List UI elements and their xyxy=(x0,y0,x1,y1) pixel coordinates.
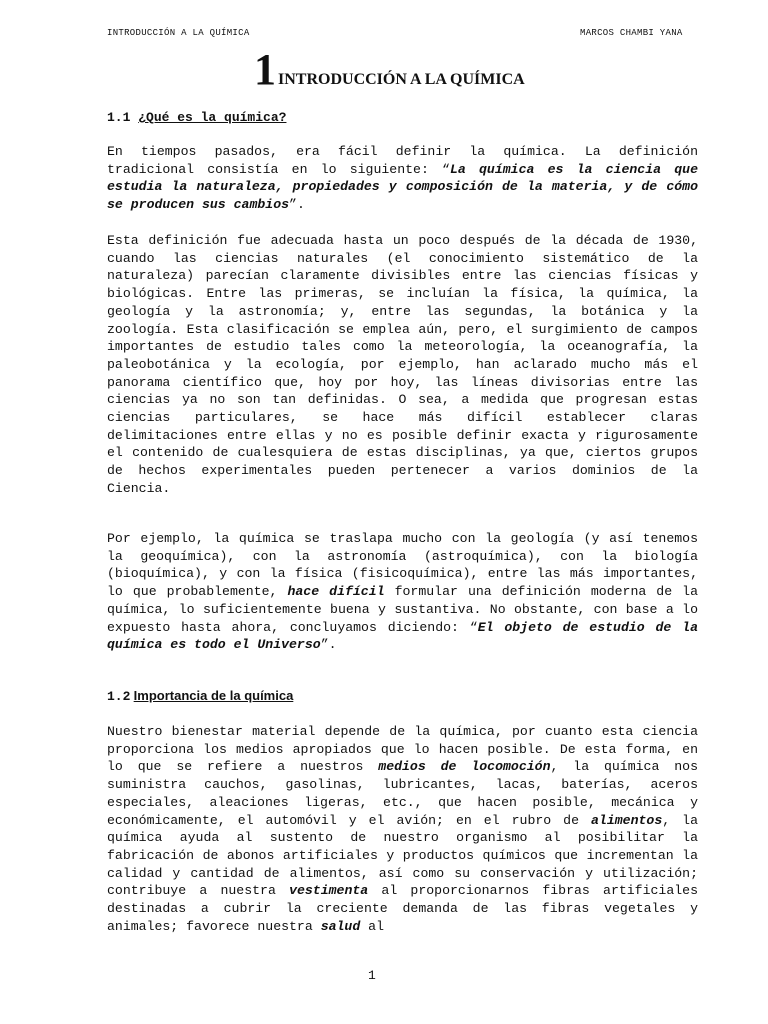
emphasis-definition: La química es la ciencia que estudia la naturaleza, propiedades y composición de la materia, y de cómo se producen sus cambios xyxy=(107,161,698,213)
emphasis-locomocion: medios de locomoción xyxy=(378,759,551,775)
text-run: Por ejemplo, la química se traslapa mucho con la geología (y así tenemos la geoquímica), con la astronomía (astroquímica), con la biología (bioquímica), y con la física (fisicoquímica), entre las más importantes, lo que probablemente, xyxy=(107,531,698,600)
chapter-title-text: INTRODUCCIÓN A LA QUÍMICA xyxy=(278,71,525,88)
text-run: al proporcionarnos fibras artificiales destinadas a cubrir la creciente demanda de las fibras vegetales y animales; favorece nuestra xyxy=(107,883,698,934)
emphasis-salud: salud xyxy=(320,918,361,934)
text-run: , la química nos suministra cauchos, gasolinas, lubricantes, lacas, baterías, aceros especiales, aleaciones ligeras, etc., que hacen posible, mecánica y económicamente, el automóvil y el avión; en el rubro de xyxy=(107,759,698,828)
chapter-title xyxy=(254,44,525,95)
paragraph-overlap xyxy=(107,530,698,654)
section-heading-1-2 xyxy=(107,688,293,704)
page-number: 1 xyxy=(368,968,376,983)
text-run: Nuestro bienestar material depende de la química, por cuanto esta ciencia proporciona los medios apropiados que lo hacen posible. De esta forma, en lo que se refiere a nuestros xyxy=(107,724,698,775)
running-header-title: INTRODUCCIÓN A LA QUÍMICA xyxy=(107,28,250,38)
section-title: ¿Qué es la química? xyxy=(138,110,287,125)
emphasis-objeto-estudio: El objeto de estudio de la química es todo el Universo xyxy=(107,619,699,653)
text-run: ”. xyxy=(289,197,305,213)
text-run: , la química ayuda al sustento de nuestro organismo al posibilitar la fabricación de abonos artificiales y productos químicos que incrementan la calidad y cantidad de alimentos, así como su conservación y utilización; contribuye a nuestra xyxy=(107,812,698,899)
running-header-author: MARCOS CHAMBI YANA xyxy=(580,28,683,38)
emphasis-vestimenta: vestimenta xyxy=(289,883,369,899)
text-run: al xyxy=(360,918,385,934)
text-run: ”. xyxy=(320,637,337,653)
paragraph-definition xyxy=(107,143,698,214)
section-number: 1.2 xyxy=(107,689,131,704)
paragraph-importance xyxy=(107,723,698,935)
emphasis-alimentos: alimentos xyxy=(591,812,663,828)
chapter-number: 1 xyxy=(254,45,276,94)
section-heading-1-1 xyxy=(107,110,286,125)
emphasis-hace-dificil: hace difícil xyxy=(287,584,385,600)
paragraph-history: Esta definición fue adecuada hasta un poco después de la década de 1930, cuando las ciencias naturales (el conocimiento sistemático de la naturaleza) parecían claramente divisibles entre las ciencias físicas y biológicas. Entre las primeras, se incluían la física, la química, la geología y la astronomía; y, entre las segundas, la botánica y la zoología. Esta clasificación se emplea aún, pero, el surgimiento de campos importantes de estudio tales como la meteorología, la oceanografía, la paleobotánica y la ecología, por ejemplo, han aclarado mucho más el panorama científico que, hoy por hoy, las líneas divisorias entre las ciencias ya no son tan definidas. O sea, a medida que progresan estas ciencias particulares, se hace más difícil establecer claras delimitaciones entre ellas y no es posible definir exacta y rigurosamente el contenido de cualesquiera de estas disciplinas, ya que, ciertos grupos de hechos experimentales pueden pertenecer a varios dominios de la Ciencia. xyxy=(107,233,698,496)
text-run: En tiempos pasados, era fácil definir la química. La definición tradicional consistía en lo siguiente: “ xyxy=(107,144,698,177)
text-run: formular una definición moderna de la química, lo suficientemente buena y sustantiva. No obstante, con base a lo expuesto hasta ahora, concluyamos diciendo: “ xyxy=(107,584,698,635)
section-title: Importancia de la química xyxy=(133,688,294,703)
section-number: 1.1 xyxy=(107,110,131,125)
